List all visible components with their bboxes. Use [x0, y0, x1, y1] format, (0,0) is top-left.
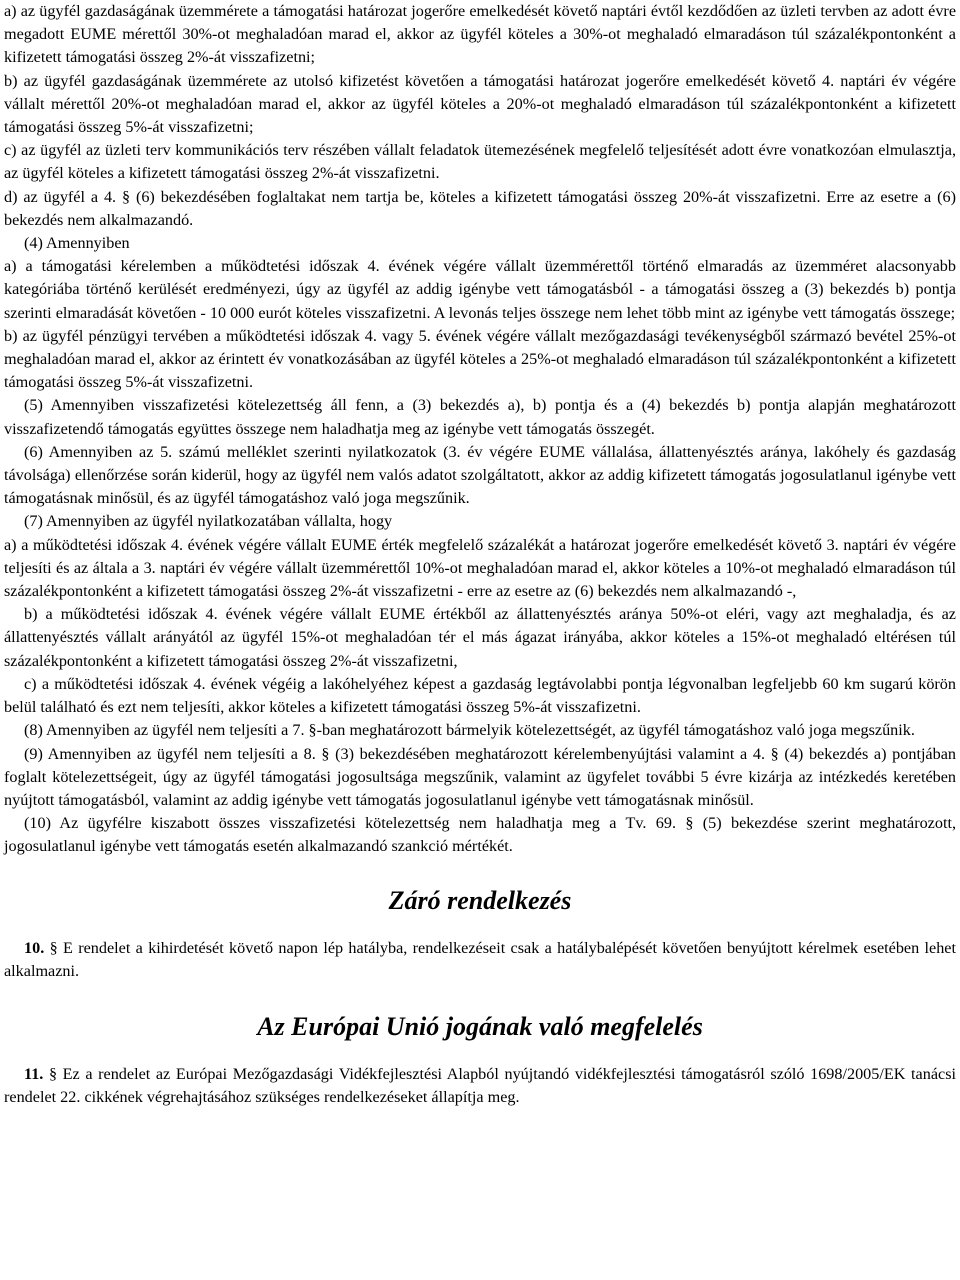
paragraph-7b: b) a működtetési időszak 4. évének végére vállalt EUME értékből az állattenyésztés aránya 50%-ot eléri, vagy azt meghaladja, és az állattenyésztés vállalt arányától az ügyfél 15%-ot meghaladóan tér el más ágazat irányába, akkor köteles a 15%-ot meghaladó eltérésen túl százalékpontonként a kifizetett támogatási összeg 2%-át visszafizetni, [4, 605, 956, 670]
paragraph-5: (5) Amennyiben visszafizetési kötelezettség áll fenn, a (3) bekezdés a), b) pontja és a (4) bekezdés b) pontja alapján meghatározott visszafizetendő támogatás együttes összege nem haladhatja meg az igénybe vett támogatás összegét. [4, 396, 956, 438]
paragraph-4b: b) az ügyfél pénzügyi tervében a működtetési időszak 4. vagy 5. évének végére vállalt mezőgazdasági tevékenységből származó bevétel 25%-ot meghaladóan marad el, akkor az érintett év vonatkozásában az ügyfél köteles a 25%-ot meghaladó elmaradáson túl százalékpontonként a kifizetett támogatási összeg 5%-át visszafizetni. [4, 326, 956, 392]
paragraph-4a: a) a támogatási kérelemben a működtetési időszak 4. évének végére vállalt üzemmérettől történő elmaradás az üzemméret alacsonyabb kategóriába történő kerülését eredményezi, úgy az ügyfél az addig igénybe vett támogatásból - a támogatási összeg a (3) bekezdés b) pontja szerinti elmaradását követően - 10 000 eurót köteles visszafizetni. A levonás teljes összege nem lehet több mint az igénybe vett támogatás összege; [4, 257, 956, 322]
paragraph-7a: a) a működtetési időszak 4. évének végére vállalt EUME érték megfelelő százalékát a határozat jogerőre emelkedését követő 3. naptári év végére teljesíti és az általa a 3. naptári év végére vállalt üzemmérettől 10%-ot meghaladóan marad el, akkor köteles a 10%-ot meghaladó elmaradáson túl százalékpontonként a kifizetett támogatási összeg 2%-át visszafizetni - erre az esetre az (6) bekezdés nem alkalmazandó -, [4, 535, 956, 601]
section-10-paragraph [4, 937, 956, 983]
section-10-text: § E rendelet a kihirdetését követő napon lép hatályba, rendelkezéseit csak a hatálybalépését követően benyújtott kérelmek esetében lehet alkalmazni. [4, 938, 956, 980]
paragraph-7-intro: (7) Amennyiben az ügyfél nyilatkozatában vállalta, hogy [24, 512, 393, 531]
paragraph-8: (8) Amennyiben az ügyfél nem teljesíti a 7. §-ban meghatározott bármelyik kötelezettségét, az ügyfél támogatáshoz való joga megszűnik. [24, 721, 915, 740]
paragraph-7c: c) a működtetési időszak 4. évének végéig a lakóhelyéhez képest a gazdaság legtávolabbi pontja légvonalban legfeljebb 60 km sugarú körön belül található és ezt nem teljesíti, akkor köteles a kifizetett támogatási összeg 5%-át visszafizetni. [4, 674, 956, 717]
document-page [4, 0, 956, 1109]
paragraph-3b: b) az ügyfél gazdaságának üzemmérete az utolsó kifizetést követően a támogatási határozat jogerőre emelkedését követő 4. naptári év végére vállalt mérettől 20%-ot meghaladóan marad el, akkor az ügyfél köteles a 20%-ot meghaladó elmaradáson túl százalékpontonként a kifizetett támogatási összeg 5%-át visszafizetni; [4, 71, 956, 137]
section-11-text: § Ez a rendelet az Európai Mezőgazdasági Vidékfejlesztési Alapból nyújtandó vidékfejlesztési támogatásról szóló 1698/2005/EK tanácsi rendelet 22. cikkének végrehajtásához szükséges rendelkezéseket állapítja meg. [4, 1064, 956, 1107]
paragraph-3c: c) az ügyfél az üzleti terv kommunikációs terv részében vállalt feladatok ütemezésének megfelelő teljesítését adott évre vonatkozóan elmulasztja, az ügyfél köteles a kifizetett támogatási összeg 2%-át visszafizetni. [4, 141, 956, 183]
paragraph-6: (6) Amennyiben az 5. számú melléklet szerinti nyilatkozatok (3. év végére EUME vállalása, állattenyésztés aránya, lakóhely és gazdaság távolsága) ellenőrzése során kiderül, hogy az ügyfél nem valós adatot szolgáltatott, akkor az addig kifizetett támogatás jogosulatlanul igénybe vett támogatásnak minősül, és az ügyfél támogatáshoz való joga megszűnik. [4, 442, 956, 508]
paragraph-3a: a) az ügyfél gazdaságának üzemmérete a támogatási határozat jogerőre emelkedését követő naptári évtől kezdődően az üzleti tervben az adott évre megadott EUME mérettől 30%-ot meghaladóan marad el, akkor az ügyfél köteles a 30%-ot meghaladó elmaradáson túl százalékpontonként a kifizetett támogatási összeg 2%-át visszafizetni; [4, 2, 956, 67]
section-11-paragraph [4, 1063, 956, 1109]
paragraph-10: (10) Az ügyfélre kiszabott összes visszafizetési kötelezettség nem haladhatja meg a Tv. 69. § (5) bekezdése szerint meghatározott, jogosulatlanul igénybe vett támogatás esetén alkalmazandó szankció mértékét. [4, 814, 956, 856]
paragraph-3d: d) az ügyfél a 4. § (6) bekezdésében foglaltakat nem tartja be, köteles a kifizetett támogatási összeg 20%-át visszafizetni. Erre az esetre a (6) bekezdés nem alkalmazandó. [4, 187, 956, 229]
paragraph-4-intro: (4) Amennyiben [24, 234, 130, 253]
section-number: 10. [24, 938, 45, 957]
paragraph-9: (9) Amennyiben az ügyfél nem teljesíti a 8. § (3) bekezdésében meghatározott kérelembenyújtási valamint a 4. § (4) bekezdés a) pontjában foglalt kötelezettségeit, úgy az ügyfél támogatási jogosultsága megszűnik, valamint az ügyfelet további 5 évre kizárja az intézkedés keretében nyújtott támogatásból, valamint az addig igénybe vett támogatás jogosulatlanul igénybe vett támogatásnak minősül. [4, 744, 956, 809]
section-heading-eu-compliance: Az Európai Unió jogának való megfelelés [257, 1011, 703, 1041]
section-number: 11. [24, 1064, 44, 1083]
section-heading-closing-provisions: Záró rendelkezés [388, 885, 572, 915]
